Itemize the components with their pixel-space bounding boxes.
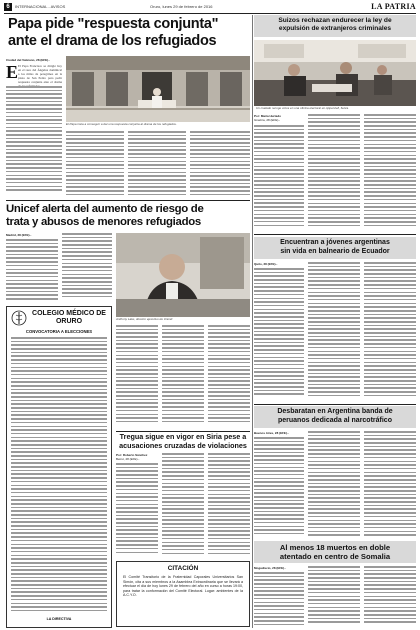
- siria-column-1: [116, 453, 158, 558]
- suizos-photo-caption: Un ciudado recoge votos en una oficina electoral en Appenzell, Suiza.: [256, 106, 349, 110]
- unicef-headline-line1: Unicef alerta del aumento de riesgo de: [6, 203, 204, 215]
- narco-column-2: [308, 431, 360, 539]
- divider-narco-top: [254, 404, 416, 405]
- newspaper-name: LA PATRIA: [371, 2, 416, 11]
- citacion-ad: [116, 561, 250, 627]
- caduceus-icon: [11, 310, 27, 326]
- narco-headline-line2: peruanos dedicada al narcotráfico: [278, 416, 392, 424]
- papa-column-3: [128, 131, 186, 198]
- siria-column-1-text: [116, 463, 158, 558]
- divider-left-top: [6, 200, 250, 201]
- unicef-column-3: [116, 325, 158, 429]
- papa-column-1: [6, 58, 62, 198]
- narco-dateline: Buenos Aires, 28 (EFE).-: [254, 431, 289, 435]
- papa-headline: [8, 16, 248, 50]
- narco-headline-line1: Desbaratan en Argentina banda de: [277, 408, 393, 415]
- papa-column-4: [190, 131, 250, 198]
- siria-column-2: [162, 453, 204, 558]
- unicef-column-4: [162, 325, 204, 429]
- papa-headline-line1: Papa pide "respuesta conjunta": [8, 16, 219, 32]
- papa-text-lines: [6, 86, 62, 196]
- divider-right-top: [254, 234, 416, 235]
- page-header: [4, 2, 416, 13]
- page-number: 6: [4, 3, 12, 11]
- suizos-column-3: [364, 114, 416, 232]
- papa-photo-caption: El Papa insta a conseguir a dar una respuesta conjunta al drama de los refugiados.: [66, 122, 177, 126]
- papa-lead-text: El Papa Francisco se dirigió hoy en el rezo del Ángelus dominical a los miles de peregrinos en la plaza de San Pedro para pedir respuesta conjunta ante el drama: [18, 64, 62, 84]
- suizos-column-1-text: [254, 125, 304, 232]
- papa-headline-line2: ante el drama de los refugiados: [8, 33, 217, 49]
- ecuador-column-1: [254, 262, 304, 402]
- papa-column-2: [66, 131, 124, 198]
- suizos-byline-place: Ginebra, 28 (EFE).-: [254, 118, 281, 122]
- ecuador-headline-line2: sin vida en balneario de Ecuador: [280, 247, 390, 255]
- ecuador-headline-line1: Encuentran a jóvenes argentinas: [280, 239, 390, 246]
- citacion-title: CITACIÓN: [167, 565, 199, 572]
- siria-headline-line2: acusaciones cruzadas de violaciones: [119, 440, 247, 450]
- ecuador-headline: [256, 239, 414, 256]
- somalia-headline-line2: atentado en centro de Somalia: [279, 552, 391, 561]
- suizos-byline-name: Por: María Hurtado: [254, 114, 282, 118]
- narco-column-1: [254, 431, 304, 539]
- suizos-photo: [254, 40, 416, 106]
- papa-dateline: Ciudad del Vaticano, 28 (EFE).-: [6, 58, 51, 62]
- colegio-title: COLEGIO MÉDICO DE ORURO: [32, 310, 106, 325]
- suizos-headline: [256, 17, 414, 33]
- voting-office-image: [254, 40, 416, 106]
- somalia-column-1: [254, 566, 304, 628]
- siria-byline-name: Por: Roberto Sánchez: [116, 453, 148, 457]
- suizos-headline-line1: Suizos rechazan endurecer la ley de: [278, 17, 392, 24]
- citacion-body: El Comité Transitorio de la Fraternidad Caporales Universitarios San Simón, cita a sus miembros a la Asamblea Extraordinaria que se llevará a efectuar el día de hoy lunes 29 de febrero del año en curso a horas 19:00, para tratar la conformación del Comité Electoral. Lugar: ambientes de la A.C.Y.O.: [123, 575, 243, 598]
- ecuador-column-2: [308, 262, 360, 402]
- unicef-headline: [6, 203, 250, 230]
- section-label: INTERNACIONAL - AVISOS: [15, 4, 66, 9]
- papa-photo: [66, 56, 250, 122]
- siria-column-3: [208, 453, 250, 558]
- colegio-ad-text: [11, 337, 107, 619]
- somalia-column-2: [308, 566, 360, 628]
- unicef-column-5: [208, 325, 250, 429]
- dateline: Oruro, lunes 29 de febrero de 2016: [150, 4, 213, 9]
- somalia-headline: [256, 543, 414, 561]
- narco-column-3: [364, 431, 416, 539]
- unicef-photo-caption: Anthony Lake, director ejecutivo de Unicef.: [116, 317, 174, 321]
- ecuador-column-1-text: [254, 268, 304, 402]
- ecuador-column-3: [364, 262, 416, 402]
- unicef-headline-line2: trata y abusos de menores refugiados: [6, 216, 201, 229]
- siria-byline-place: Beirut, 28 (EFE).-: [116, 457, 140, 461]
- ecuador-dateline: Quito, 28 (EFE).-: [254, 262, 278, 266]
- somalia-dateline: Mogadiscio, 28 (EFE).-: [254, 566, 287, 570]
- colegio-medico-ad: [6, 306, 112, 628]
- unicef-column-1: [6, 233, 58, 303]
- suizos-headline-line2: expulsión de extranjeros criminales: [278, 25, 392, 33]
- colegio-subtitle: CONVOCATORIA A ELECCIONES: [25, 329, 93, 334]
- siria-headline-line1: Tregua sigue en vigor en Siria pese a: [119, 432, 247, 441]
- vertical-divider-main: [252, 15, 253, 628]
- director-portrait-image: [116, 233, 250, 317]
- narco-column-1-text: [254, 437, 304, 539]
- unicef-photo: [116, 233, 250, 317]
- drop-cap: E: [6, 62, 19, 82]
- somalia-headline-line1: Al menos 18 muertos en doble: [279, 543, 391, 552]
- papa-balcony-image: [66, 56, 250, 122]
- somalia-column-3: [364, 566, 416, 628]
- narco-headline: [256, 408, 414, 425]
- header-rule: [4, 13, 416, 14]
- colegio-signature: LA DIRECTIVA: [46, 617, 72, 621]
- unicef-column-2: [62, 233, 112, 303]
- siria-headline: [116, 433, 250, 450]
- somalia-column-1-text: [254, 572, 304, 628]
- unicef-dateline: Madrid, 28 (EFE).-: [6, 233, 32, 237]
- suizos-column-1: [254, 114, 304, 232]
- suizos-column-2: [308, 114, 360, 232]
- unicef-column-1-text: [6, 239, 58, 303]
